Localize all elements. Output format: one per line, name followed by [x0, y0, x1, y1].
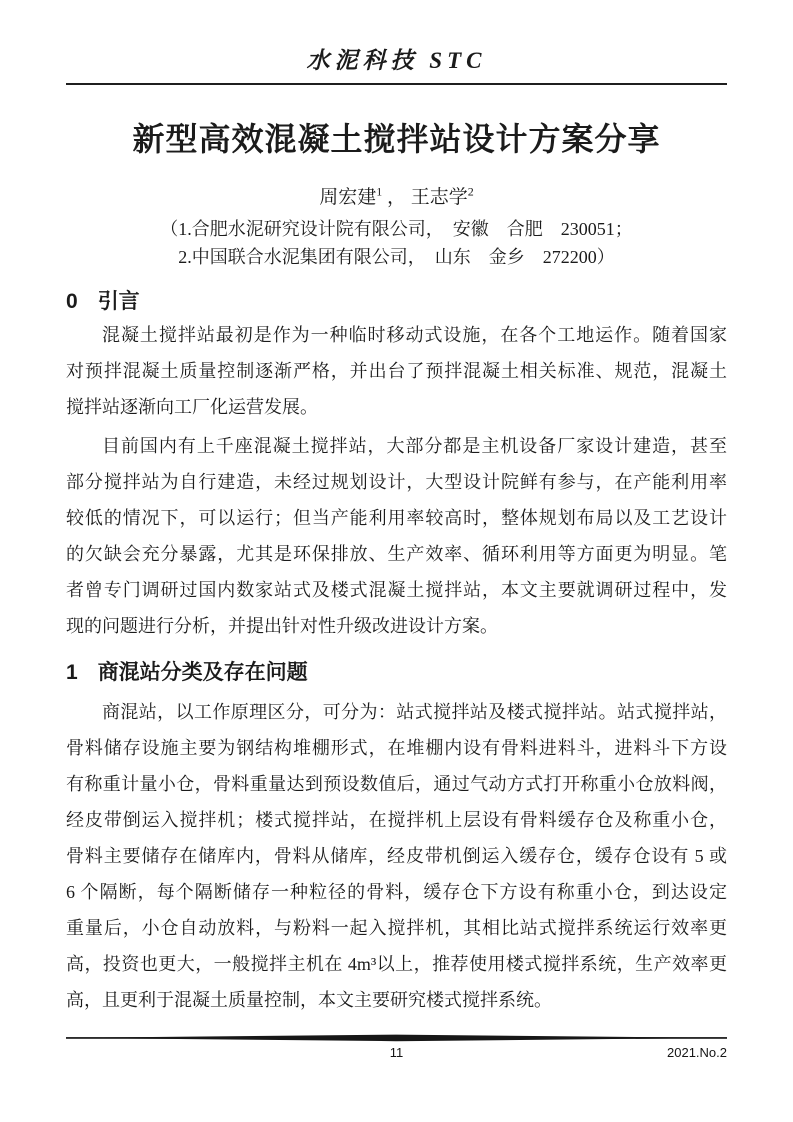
section-1-title: 商混站分类及存在问题 — [97, 661, 308, 684]
text-line: 经皮带倒运入搅拌机；楼式搅拌站，在搅拌机上层设有骨料缓存仓及称重小仓， — [66, 810, 727, 830]
footer-row — [66, 1044, 727, 1062]
text-line: 部分搅拌站为自行建造，未经过规划设计，大型设计院鲜有参与，在产能利用率 — [66, 472, 727, 492]
text-line: 目前国内有上千座混凝土搅拌站，大部分都是主机设备厂家设计建造，甚至 — [102, 436, 727, 456]
header-rule — [66, 83, 727, 85]
footer-rule — [66, 1034, 727, 1042]
text-line: 混凝土搅拌站最初是作为一种临时移动式设施，在各个工地运作。随着国家 — [102, 325, 727, 345]
text-line: 者曾专门调研过国内数家站式及楼式混凝土搅拌站，本文主要就调研过程中，发 — [66, 580, 727, 600]
text-line: 骨料储存设施主要为钢结构堆棚形式，在堆棚内设有骨料进料斗，进料斗下方设 — [66, 738, 727, 758]
text-line: 骨料主要储存在储库内，骨料从储库，经皮带机倒运入缓存仓，缓存仓设有 5 或 — [66, 846, 727, 866]
issue-label: 2021.No.2 — [667, 1045, 727, 1060]
authors-line — [66, 185, 727, 211]
authors-separator: ， — [386, 187, 406, 208]
text-line: 现的问题进行分析，并提出针对性升级改进设计方案。 — [66, 616, 498, 636]
section-0-number: 0 — [66, 290, 78, 313]
section-heading-0 — [66, 287, 727, 317]
page-number: 11 — [389, 1045, 404, 1060]
section-1-number: 1 — [66, 661, 78, 684]
text-line: 商混站，以工作原理区分，可分为：站式搅拌站及楼式搅拌站。站式搅拌站， — [102, 702, 727, 722]
page-footer — [66, 1034, 727, 1062]
author-2-name: 王志学 — [410, 187, 468, 208]
author-1-name: 周宏建 — [319, 187, 377, 208]
journal-header: 水泥科技 STC — [306, 48, 487, 73]
affiliations-block — [66, 215, 727, 271]
affiliation-line-2: 2.中国联合水泥集团有限公司， 山东 金乡 272200） — [178, 247, 615, 267]
text-line: 重量后，小仓自动放料，与粉料一起入搅拌机，其相比站式搅拌系统运行效率更 — [66, 918, 727, 938]
text-line: 较低的情况下，可以运行；但当产能利用率较高时，整体规划布局以及工艺设计 — [66, 508, 727, 528]
section-0-title: 引言 — [97, 290, 140, 313]
text-line: 6 个隔断，每个隔断储存一种粒径的骨料，缓存仓下方设有称重小仓，到达设定 — [66, 882, 727, 902]
text-line: 高，投资也更大，一般搅拌主机在 4m³以上，推荐使用楼式搅拌系统，生产效率更 — [66, 954, 727, 974]
paragraph — [66, 428, 727, 644]
text-line: 的欠缺会充分暴露，尤其是环保排放、生产效率、循环利用等方面更为明显。笔 — [66, 544, 727, 564]
section-heading-1 — [66, 658, 727, 688]
text-line: 对预拌混凝土质量控制逐渐严格，并出台了预拌混凝土相关标准、规范，混凝土 — [66, 361, 727, 381]
author-2-affiliation-mark: 2 — [467, 184, 474, 199]
text-line: 有称重计量小仓，骨料重量达到预设数值后，通过气动方式打开称重小仓放料阀， — [66, 774, 727, 794]
text-line: 搅拌站逐渐向工厂化运营发展。 — [66, 397, 318, 417]
text-line: 高，且更利于混凝土质量控制，本文主要研究楼式搅拌系统。 — [66, 990, 552, 1010]
affiliation-line-1: （1.合肥水泥研究设计院有限公司， 安徽 合肥 230051； — [160, 219, 633, 239]
article-title: 新型高效混凝土搅拌站设计方案分享 — [132, 121, 661, 157]
paragraph — [66, 694, 727, 1018]
page-content — [66, 0, 727, 1018]
paragraph — [66, 317, 727, 425]
author-1-affiliation-mark: 1 — [376, 184, 383, 199]
